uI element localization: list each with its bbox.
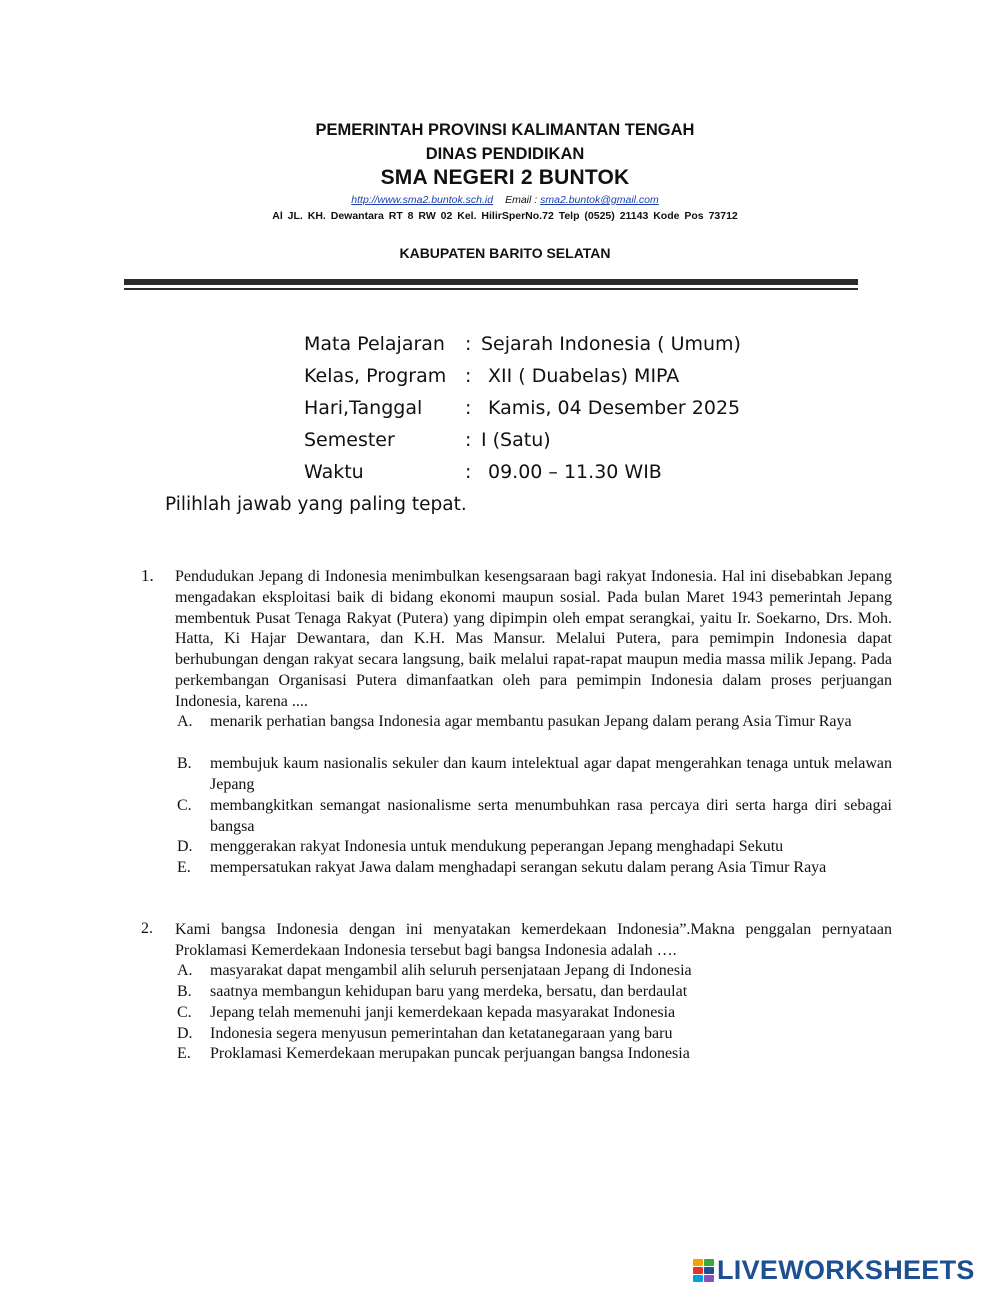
info-colon: : <box>465 461 472 483</box>
option-text[interactable]: membujuk kaum nasionalis sekuler dan kaum intelektual agar dapat mengerahkan tenaga untuk melawan Jepang <box>210 755 892 793</box>
info-colon: : <box>465 429 472 451</box>
school-address: Al JL. KH. Dewantara RT 8 RW 02 Kel. HilirSperNo.72 Telp (0525) 21143 Kode Pos 73712 <box>272 210 738 222</box>
option-text[interactable]: menggerakan rakyat Indonesia untuk mendukung peperangan Jepang menghadapi Sekutu <box>210 838 784 855</box>
option-text[interactable]: saatnya membangun kehidupan baru yang merdeka, bersatu, dan berdaulat <box>210 983 688 1000</box>
info-label-class: Kelas, Program <box>304 365 447 387</box>
info-value-semester: I (Satu) <box>481 429 551 451</box>
info-label-time: Waktu <box>304 461 364 483</box>
info-value-time: 09.00 – 11.30 WIB <box>488 461 662 483</box>
option-text[interactable]: menarik perhatian bangsa Indonesia agar membantu pasukan Jepang dalam perang Asia Timur Raya <box>210 713 852 730</box>
option-text[interactable]: membangkitkan semangat nasionalisme serta menumbuhkan rasa percaya diri serta harga diri sebagai bangsa <box>210 797 892 835</box>
website-link[interactable]: http://www.sma2.buntok.sch.id <box>351 194 494 206</box>
instruction-text: Pilihlah jawab yang paling tepat. <box>165 494 467 515</box>
letterhead-divider-thin <box>124 288 858 290</box>
option-text[interactable]: Indonesia segera menyusun pemerintahan dan ketatanegaraan yang baru <box>210 1025 673 1042</box>
letterhead-divider-thick <box>124 279 858 285</box>
info-colon: : <box>465 397 472 419</box>
logo-tile <box>693 1267 703 1274</box>
option-letter: E. <box>177 1045 191 1062</box>
option-letter: C. <box>177 1004 192 1021</box>
option-letter: B. <box>177 983 192 1000</box>
info-label-date: Hari,Tanggal <box>304 397 423 419</box>
info-value-class: XII ( Duabelas) MIPA <box>488 365 680 387</box>
email-label: Email : <box>505 194 538 206</box>
question-number: 2. <box>141 920 153 937</box>
email-link[interactable]: sma2.buntok@gmail.com <box>540 194 659 206</box>
regency-name: KABUPATEN BARITO SELATAN <box>399 245 611 261</box>
question-text: Kami bangsa Indonesia dengan ini menyatakan kemerdekaan Indonesia”.Makna penggalan pernyataan Proklamasi Kemerdekaan Indonesia tersebut bagi bangsa Indonesia adalah …. <box>175 921 892 959</box>
option-letter: C. <box>177 797 192 814</box>
logo-tile <box>693 1259 703 1266</box>
info-value-subject: Sejarah Indonesia ( Umum) <box>481 333 741 355</box>
watermark-text: LIVEWORKSHEETS <box>717 1254 975 1285</box>
question-number: 1. <box>141 566 154 585</box>
letterhead-government: PEMERINTAH PROVINSI KALIMANTAN TENGAH <box>315 121 695 139</box>
option-letter: D. <box>177 838 193 855</box>
option-letter: E. <box>177 859 191 876</box>
option-text[interactable]: Jepang telah memenuhi janji kemerdekaan kepada masyarakat Indonesia <box>210 1004 676 1021</box>
logo-tile <box>704 1267 714 1274</box>
info-value-date: Kamis, 04 Desember 2025 <box>488 397 741 419</box>
option-letter: A. <box>177 962 193 979</box>
question-text: Pendudukan Jepang di Indonesia menimbulkan kesengsaraan bagi rakyat Indonesia. Hal ini disebabkan Jepang mengadakan eksploitasi baik di bidang ekonomi maupun sosial. Pada bulan Maret 1943 pemerintah Jepang membentuk Pusat Tenaga Rakyat (Putera) yang dipimpin oleh empat serangkai, yaitu Ir. Soekarno, Drs. Moh. Hatta, Ki Hajar Dewantara, dan K.H. Mas Mansur. Melalui Putera, para pemimpin Indonesia dapat berhubungan dengan rakyat secara langsung, baik melalui rapat-rapat maupun media massa milik Jepang. Pada perkembangan Organisasi Putera dimanfaatkan oleh para pemimpin Indonesia dalam proses perjuangan Indonesia, karena .... <box>175 568 892 710</box>
contact-line <box>0 194 1000 206</box>
info-label-subject: Mata Pelajaran <box>304 333 445 355</box>
option-letter: A. <box>177 713 193 730</box>
logo-tile <box>704 1275 714 1282</box>
school-name: SMA NEGERI 2 BUNTOK <box>380 166 630 189</box>
info-colon: : <box>465 365 472 387</box>
info-label-semester: Semester <box>304 429 395 451</box>
option-text[interactable]: Proklamasi Kemerdekaan merupakan puncak perjuangan bangsa Indonesia <box>210 1045 690 1062</box>
info-colon: : <box>465 333 472 355</box>
option-letter: B. <box>177 755 192 772</box>
option-letter: D. <box>177 1025 193 1042</box>
option-text[interactable]: mempersatukan rakyat Jawa dalam menghadapi serangan sekutu dalam perang Asia Timur Raya <box>210 859 827 876</box>
logo-tile <box>704 1259 714 1266</box>
option-text[interactable]: masyarakat dapat mengambil alih seluruh persenjataan Jepang di Indonesia <box>210 962 692 979</box>
liveworksheets-logo-icon <box>693 1259 714 1282</box>
logo-tile <box>693 1275 703 1282</box>
liveworksheets-watermark[interactable] <box>693 1256 975 1284</box>
letterhead-department: DINAS PENDIDIKAN <box>425 145 585 163</box>
